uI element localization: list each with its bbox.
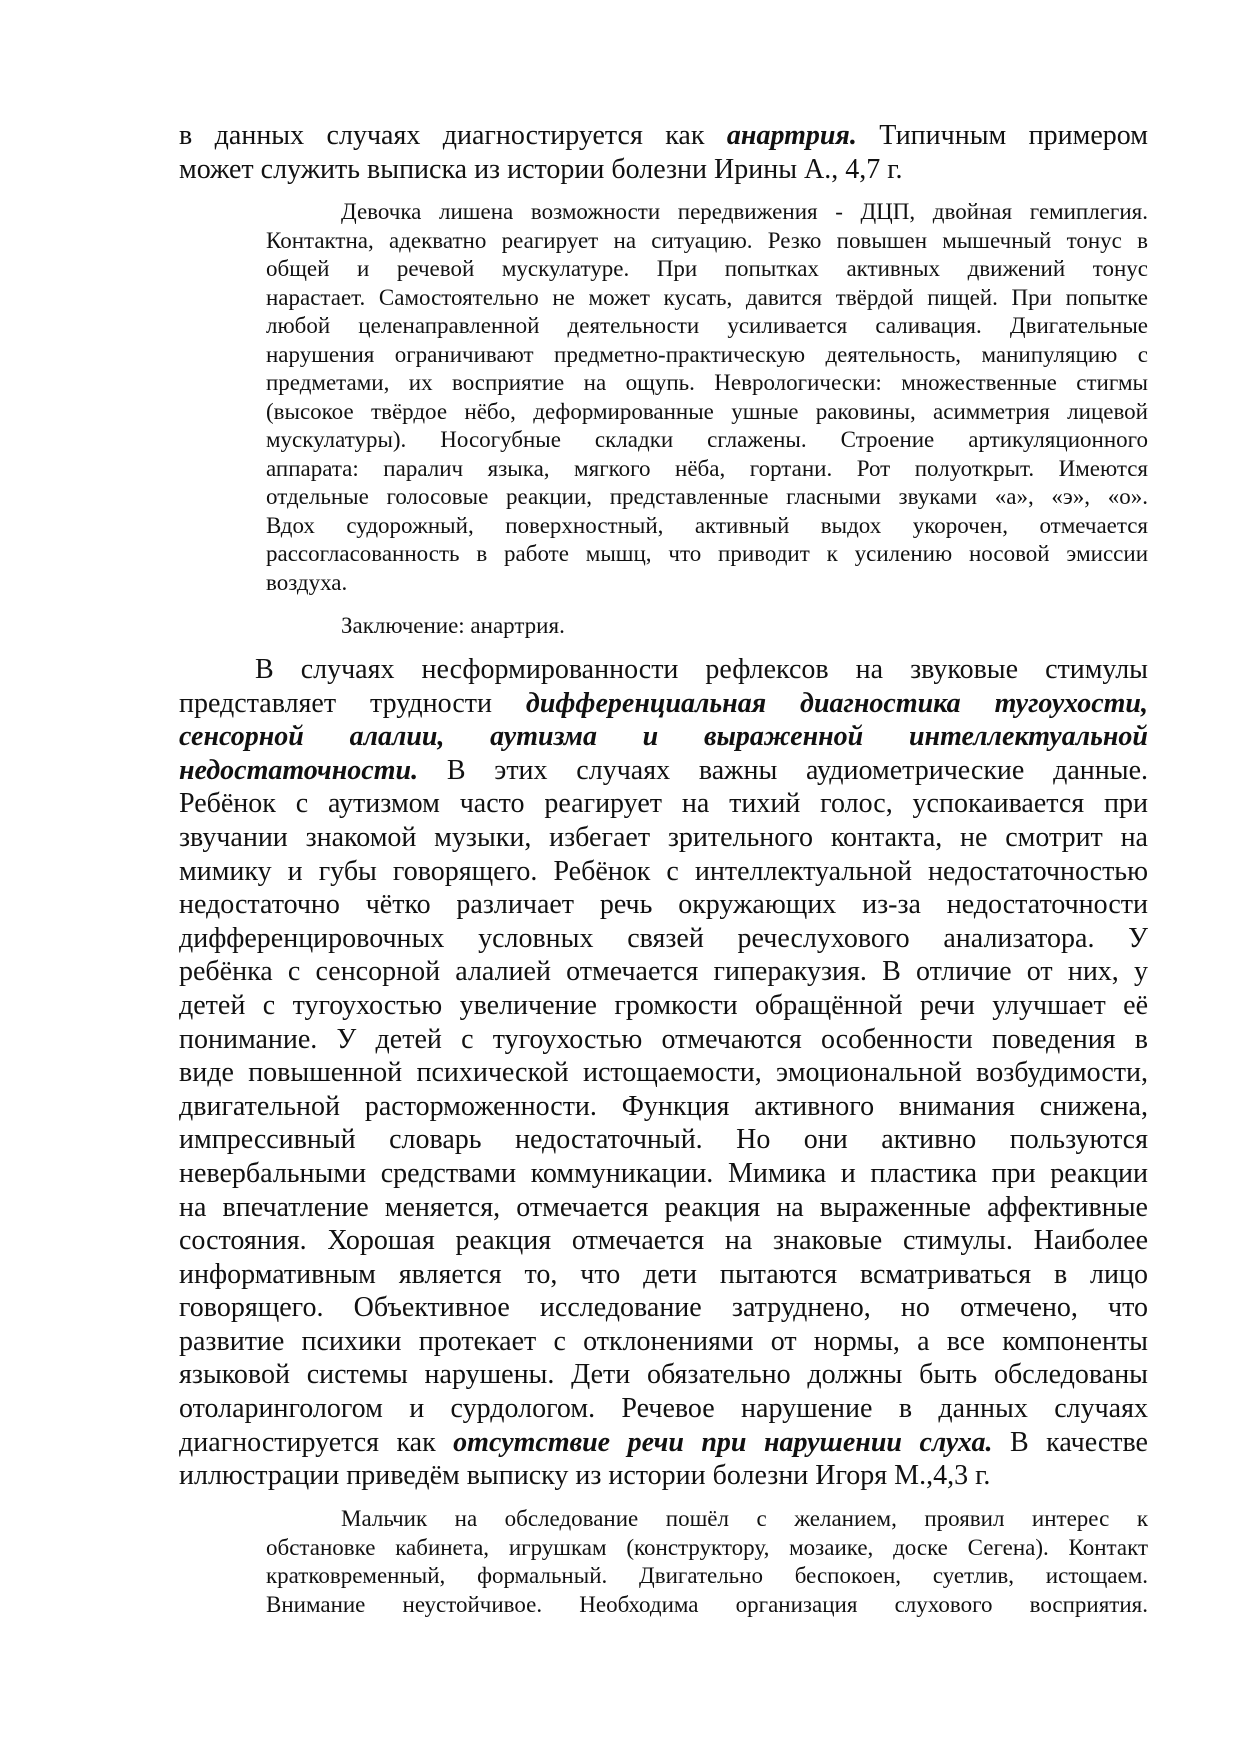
text-segment: аппарата: паралич языка, мягкого нёба, гортани. Рот полуоткрыт. Имеются <box>266 455 1148 481</box>
text-segment: общей и речевой мускулатуре. При попытках активных движений тонус <box>266 256 1148 281</box>
text-line <box>266 512 1148 541</box>
text-line <box>266 198 1148 227</box>
text-line <box>266 483 1148 512</box>
text-segment: на впечатление меняется, отмечается реакция на выраженные аффективные <box>179 1191 1148 1223</box>
text-line <box>266 398 1148 427</box>
text-line <box>266 369 1148 398</box>
text-segment: В этих случаях важны аудиометрические данные. <box>418 754 1148 786</box>
text-line <box>179 754 1148 788</box>
top-paragraph <box>179 119 1148 186</box>
text-line <box>266 455 1148 484</box>
text-line <box>179 922 1148 956</box>
text-line <box>179 1090 1148 1124</box>
text-segment: может служить выписка из истории болезни Ирины А., 4,7 г. <box>179 153 903 185</box>
text-segment: недостаточно чётко различает речь окружающих из-за недостаточности <box>179 889 1148 921</box>
text-line <box>266 569 1148 598</box>
text-segment: отдельные голосовые реакции, представленные гласными звуками «а», «э», «о». <box>266 484 1148 509</box>
text-line <box>179 989 1148 1023</box>
text-line <box>266 227 1148 256</box>
text-segment: мускулатуры). Носогубные складки сглажены. Строение артикуляционного <box>266 427 1148 452</box>
text-segment: нарушения ограничивают предметно-практическую деятельность, манипуляцию с <box>266 341 1148 367</box>
text-line <box>266 1534 1148 1563</box>
text-segment: Типичным примером <box>856 120 1148 151</box>
text-segment: детей с тугоухостью увеличение громкости обращённой речи улучшает её <box>179 989 1148 1021</box>
text-segment: воздуха. <box>266 569 348 595</box>
text-segment: звучании знакомой музыки, избегает зрительного контакта, не смотрит на <box>179 821 1148 853</box>
text-segment: Внимание неустойчивое. Необходима организация слухового восприятия. <box>266 1591 1148 1617</box>
text-line <box>179 1392 1148 1426</box>
text-line <box>266 284 1148 313</box>
text-segment: состояния. Хорошая реакция отмечается на знаковые стимулы. Наиболее <box>179 1225 1148 1257</box>
text-segment: импрессивный словарь недостаточный. Но они активно пользуются <box>179 1124 1148 1156</box>
text-line <box>179 1224 1148 1258</box>
text-segment: обстановке кабинета, игрушкам (конструктору, мозаике, доске Сегена). Контакт <box>266 1534 1148 1560</box>
text-line <box>179 119 1148 153</box>
text-segment: Ребёнок с аутизмом часто реагирует на тихий голос, успокаивается при <box>179 788 1148 820</box>
text-line <box>179 821 1148 855</box>
text-line <box>179 653 1148 687</box>
text-segment: говорящего. Объективное исследование затруднено, но отмечено, что <box>179 1292 1148 1324</box>
text-line <box>266 1505 1148 1534</box>
text-line <box>179 1258 1148 1292</box>
text-segment: любой целенаправленной деятельности усиливается саливация. Двигательные <box>266 313 1148 338</box>
text-line <box>179 888 1148 922</box>
text-line <box>179 787 1148 821</box>
text-segment: нарастает. Самостоятельно не может кусать, давится твёрдой пищей. При попытке <box>266 284 1148 310</box>
text-line <box>179 687 1148 721</box>
text-line <box>179 1459 1148 1493</box>
case-conclusion <box>266 612 1148 641</box>
text-line <box>266 341 1148 370</box>
text-segment: Мальчик на обследование пошёл с желанием, проявил интерес к <box>341 1506 1148 1531</box>
text-line <box>179 1358 1148 1392</box>
text-segment: невербальными средствами коммуникации. Мимика и пластика при реакции <box>179 1157 1148 1189</box>
text-line <box>179 855 1148 889</box>
emphasized-term: недостаточности. <box>179 754 419 786</box>
text-segment: диагностируется как <box>179 1426 454 1458</box>
text-line <box>179 1325 1148 1359</box>
emphasized-term: отсутствие речи при нарушении слуха. <box>453 1426 993 1458</box>
emphasized-term: сенсорной алалии, аутизма и выраженной интеллектуальной <box>179 721 1148 753</box>
case-extract-irina <box>266 198 1148 597</box>
text-line <box>266 312 1148 341</box>
text-segment: отоларингологом и сурдологом. Речевое нарушение в данных случаях <box>179 1393 1148 1425</box>
text-segment: развитие психики протекает с отклонениями от нормы, а все компоненты <box>179 1325 1148 1357</box>
text-line <box>179 955 1148 989</box>
case-extract-igor <box>266 1505 1148 1619</box>
text-line <box>179 1291 1148 1325</box>
text-segment: Девочка лишена возможности передвижения - ДЦП, двойная гемиплегия. <box>341 199 1148 224</box>
text-line <box>179 1023 1148 1057</box>
text-line <box>179 1056 1148 1090</box>
main-paragraph <box>179 653 1148 1493</box>
text-line <box>266 1562 1148 1591</box>
text-segment: рассогласованность в работе мышц, что приводит к усилению носовой эмиссии <box>266 541 1148 566</box>
text-segment: дифференцировочных условных связей речеслухового анализатора. У <box>179 922 1148 954</box>
text-segment: языковой системы нарушены. Дети обязательно должны быть обследованы <box>179 1359 1148 1391</box>
text-line <box>266 426 1148 455</box>
text-segment: ребёнка с сенсорной алалией отмечается гиперакузия. В отличие от них, у <box>179 956 1148 988</box>
text-line <box>179 153 1148 187</box>
text-segment: виде повышенной психической истощаемости, эмоциональной возбудимости, <box>179 1057 1148 1089</box>
text-line <box>266 1591 1148 1620</box>
text-segment: двигательной расторможенности. Функция активного внимания снижена, <box>179 1090 1148 1122</box>
text-segment: Контактна, адекватно реагирует на ситуацию. Резко повышен мышечный тонус в <box>266 227 1148 253</box>
text-segment: представляет трудности <box>179 687 526 719</box>
conclusion-text: Заключение: анартрия. <box>341 613 565 638</box>
text-line <box>179 1157 1148 1191</box>
text-segment: В случаях несформированности рефлексов на звуковые стимулы <box>255 654 1148 685</box>
text-segment: понимание. У детей с тугоухостью отмечаются особенности поведения в <box>179 1023 1148 1055</box>
text-line <box>266 255 1148 284</box>
text-line <box>179 1191 1148 1225</box>
text-segment: иллюстрации приведём выписку из истории болезни Игоря М.,4,3 г. <box>179 1460 991 1492</box>
text-segment: Вдох судорожный, поверхностный, активный выдох укорочен, отмечается <box>266 512 1148 538</box>
text-segment: информативным является то, что дети пытаются всматриваться в лицо <box>179 1258 1148 1290</box>
text-line <box>179 1426 1148 1460</box>
text-line <box>179 1123 1148 1157</box>
text-line <box>179 720 1148 754</box>
text-segment: В качестве <box>992 1426 1148 1458</box>
text-line <box>266 540 1148 569</box>
text-segment: кратковременный, формальный. Двигательно беспокоен, суетлив, истощаем. <box>266 1563 1148 1588</box>
text-segment: в данных случаях диагностируется как <box>179 120 727 151</box>
emphasized-term: дифференциальная диагностика тугоухости, <box>525 687 1148 719</box>
text-segment: (высокое твёрдое нёбо, деформированные ушные раковины, асимметрия лицевой <box>266 398 1148 424</box>
text-segment: предметами, их восприятие на ощупь. Неврологически: множественные стигмы <box>266 370 1148 395</box>
text-segment: мимику и губы говорящего. Ребёнок с интеллектуальной недостаточностью <box>179 855 1148 887</box>
emphasized-term: анартрия. <box>726 120 857 151</box>
